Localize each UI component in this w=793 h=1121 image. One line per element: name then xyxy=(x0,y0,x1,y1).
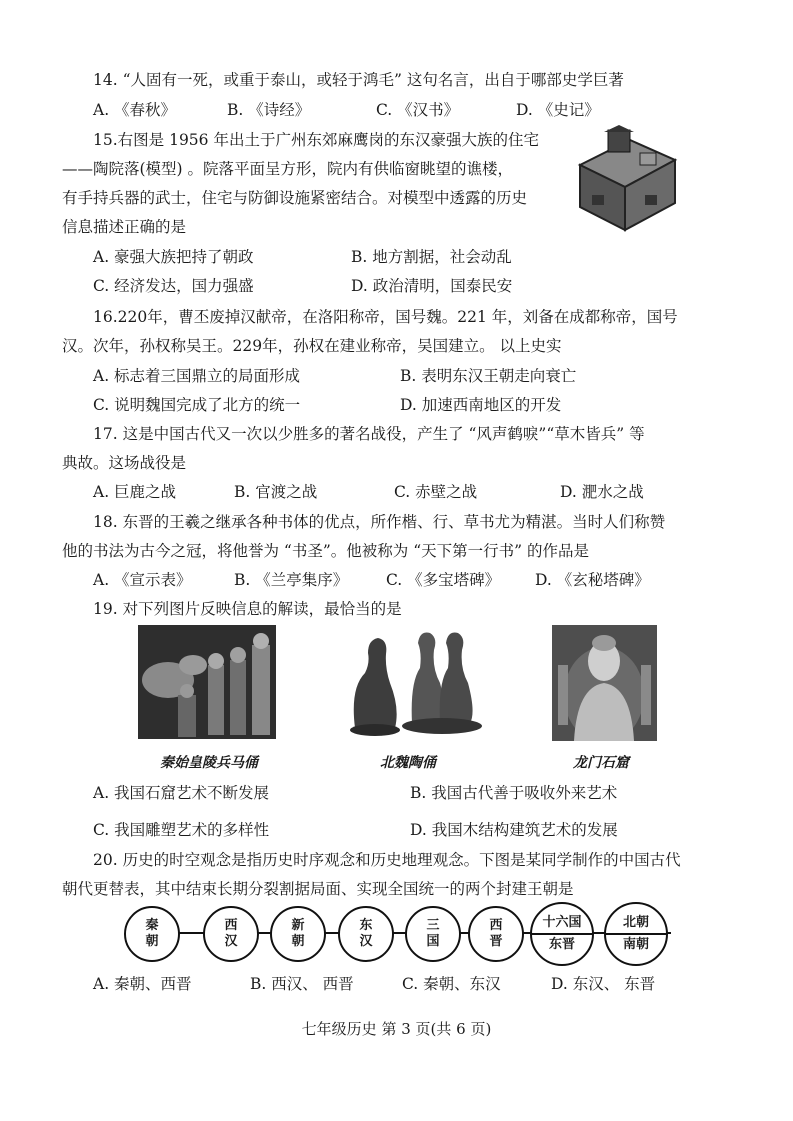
q20-line-2: 朝代更替表，其中结束长期分裂割据局面、实现全国统一的两个封建王朝是 xyxy=(62,880,574,898)
caption-northern-wei-figurines: 北魏陶俑 xyxy=(380,755,436,771)
timeline-node-eastern-han xyxy=(338,906,394,962)
terracotta-army-image xyxy=(138,625,276,739)
q19-stem: 19. 对下列图片反映信息的解读，最恰当的是 xyxy=(93,600,402,618)
timeline-node-top: 秦 xyxy=(145,918,159,933)
q15-option-c: C. 经济发达，国力强盛 xyxy=(93,277,254,295)
q17-option-a: A. 巨鹿之战 xyxy=(93,483,177,501)
q15-line-1: 15.右图是 1956 年出土于广州东郊麻鹰岗的东汉豪强大族的住宅 xyxy=(93,131,539,149)
timeline-node-western-han xyxy=(203,906,259,962)
caption-longmen-grottoes: 龙门石窟 xyxy=(573,755,629,771)
q20-line-1: 20. 历史的时空观念是指历史时序观念和历史地理观念。下图是某同学制作的中国古代 xyxy=(93,851,681,869)
q18-option-d: D. 《玄秘塔碑》 xyxy=(535,571,650,589)
caption-terracotta-army: 秦始皇陵兵马俑 xyxy=(160,755,258,771)
q14-stem: 14. “人固有一死，或重于泰山，或轻于鸿毛” 这句名言，出自于哪部史学巨著 xyxy=(93,71,624,89)
timeline-node-three-kingdoms xyxy=(405,906,461,962)
q20-option-d: D. 东汉、 东晋 xyxy=(551,975,656,993)
q16-option-d: D. 加速西南地区的开发 xyxy=(400,396,562,414)
timeline-node-bottom: 国 xyxy=(426,934,440,949)
q19-option-b: B. 我国古代善于吸收外来艺术 xyxy=(410,784,618,802)
timeline-node-divider xyxy=(606,933,666,935)
q15-option-d: D. 政治清明，国泰民安 xyxy=(351,277,513,295)
timeline-node-bottom: 东晋 xyxy=(548,937,575,952)
page-footer: 七年级历史 第 3 页(共 6 页) xyxy=(301,1020,492,1038)
q18-line-1: 18. 东晋的王羲之继承各种书体的优点，所作楷、行、草书尤为精湛。当时人们称赞 xyxy=(93,513,666,531)
q20-option-b: B. 西汉、 西晋 xyxy=(250,975,354,993)
timeline-node-top: 西 xyxy=(489,918,503,933)
longmen-grottoes-image xyxy=(552,625,657,741)
q14-option-a: A. 《春秋》 xyxy=(93,101,177,119)
timeline-node-western-jin xyxy=(468,906,524,962)
q19-option-d: D. 我国木结构建筑艺术的发展 xyxy=(410,821,618,839)
q16-line-1: 16.220年，曹丕废掉汉献帝，在洛阳称帝，国号魏。221 年，刘备在成都称帝，国号 xyxy=(93,308,678,326)
q16-option-b: B. 表明东汉王朝走向衰亡 xyxy=(400,367,577,385)
q16-option-a: A. 标志着三国鼎立的局面形成 xyxy=(93,367,301,385)
q15-line-4: 信息描述正确的是 xyxy=(62,218,187,236)
q14-option-d: D. 《史记》 xyxy=(516,101,600,119)
timeline-node-top: 北朝 xyxy=(622,915,649,930)
timeline-node-top: 西 xyxy=(224,918,238,933)
q14-option-b: B. 《诗经》 xyxy=(227,101,311,119)
q17-option-b: B. 官渡之战 xyxy=(234,483,318,501)
q17-option-d: D. 淝水之战 xyxy=(560,483,644,501)
timeline-node-bottom: 朝 xyxy=(145,934,159,949)
q14-option-c: C. 《汉书》 xyxy=(376,101,460,119)
q18-option-b: B. 《兰亭集序》 xyxy=(234,571,349,589)
q20-option-a: A. 秦朝、西晋 xyxy=(93,975,192,993)
q17-line-2: 典故。这场战役是 xyxy=(62,454,187,472)
timeline-node-bottom: 南朝 xyxy=(622,937,649,952)
timeline-node-xin xyxy=(270,906,326,962)
q15-option-b: B. 地方割据，社会动乱 xyxy=(351,248,512,266)
q19-option-a: A. 我国石窟艺术不断发展 xyxy=(93,784,270,802)
timeline-node-top: 三 xyxy=(426,918,440,933)
timeline-node-top: 十六国 xyxy=(542,915,582,930)
q15-line-2: ——陶院落(模型) 。院落平面呈方形，院内有供临窗眺望的谯楼， xyxy=(62,160,514,178)
q16-line-2: 汉。次年，孙权称吴王。229年，孙权在建业称帝，吴国建立。 以上史实 xyxy=(62,337,562,355)
q15-option-a: A. 豪强大族把持了朝政 xyxy=(93,248,254,266)
timeline-node-top: 新 xyxy=(291,918,305,933)
timeline-node-bottom: 汉 xyxy=(224,934,238,949)
q18-option-c: C. 《多宝塔碑》 xyxy=(386,571,501,589)
timeline-node-bottom: 汉 xyxy=(359,934,373,949)
q15-line-3: 有手持兵器的武士，住宅与防御设施紧密结合。对模型中透露的历史 xyxy=(62,189,528,207)
q18-line-2: 他的书法为古今之冠，将他誉为 “书圣”。他被称为 “天下第一行书” 的作品是 xyxy=(62,542,589,560)
timeline-node-qin xyxy=(124,906,180,962)
northern-wei-pottery-figurines-image xyxy=(340,628,490,738)
q18-option-a: A. 《宣示表》 xyxy=(93,571,192,589)
q20-option-c: C. 秦朝、东汉 xyxy=(402,975,501,993)
q16-option-c: C. 说明魏国完成了北方的统一 xyxy=(93,396,301,414)
q17-option-c: C. 赤壁之战 xyxy=(394,483,478,501)
timeline-node-bottom: 朝 xyxy=(291,934,305,949)
q17-line-1: 17. 这是中国古代又一次以少胜多的著名战役，产生了 “风声鹤唳”“草木皆兵” 等 xyxy=(93,425,645,443)
timeline-node-northern-southern-dynasties xyxy=(604,902,668,966)
timeline-node-sixteen-kingdoms-eastern-jin xyxy=(530,902,594,966)
timeline-node-bottom: 晋 xyxy=(489,934,503,949)
timeline-node-top: 东 xyxy=(359,918,373,933)
timeline-node-divider xyxy=(532,933,592,935)
q19-option-c: C. 我国雕塑艺术的多样性 xyxy=(93,821,270,839)
pottery-courtyard-model-image xyxy=(570,125,683,237)
